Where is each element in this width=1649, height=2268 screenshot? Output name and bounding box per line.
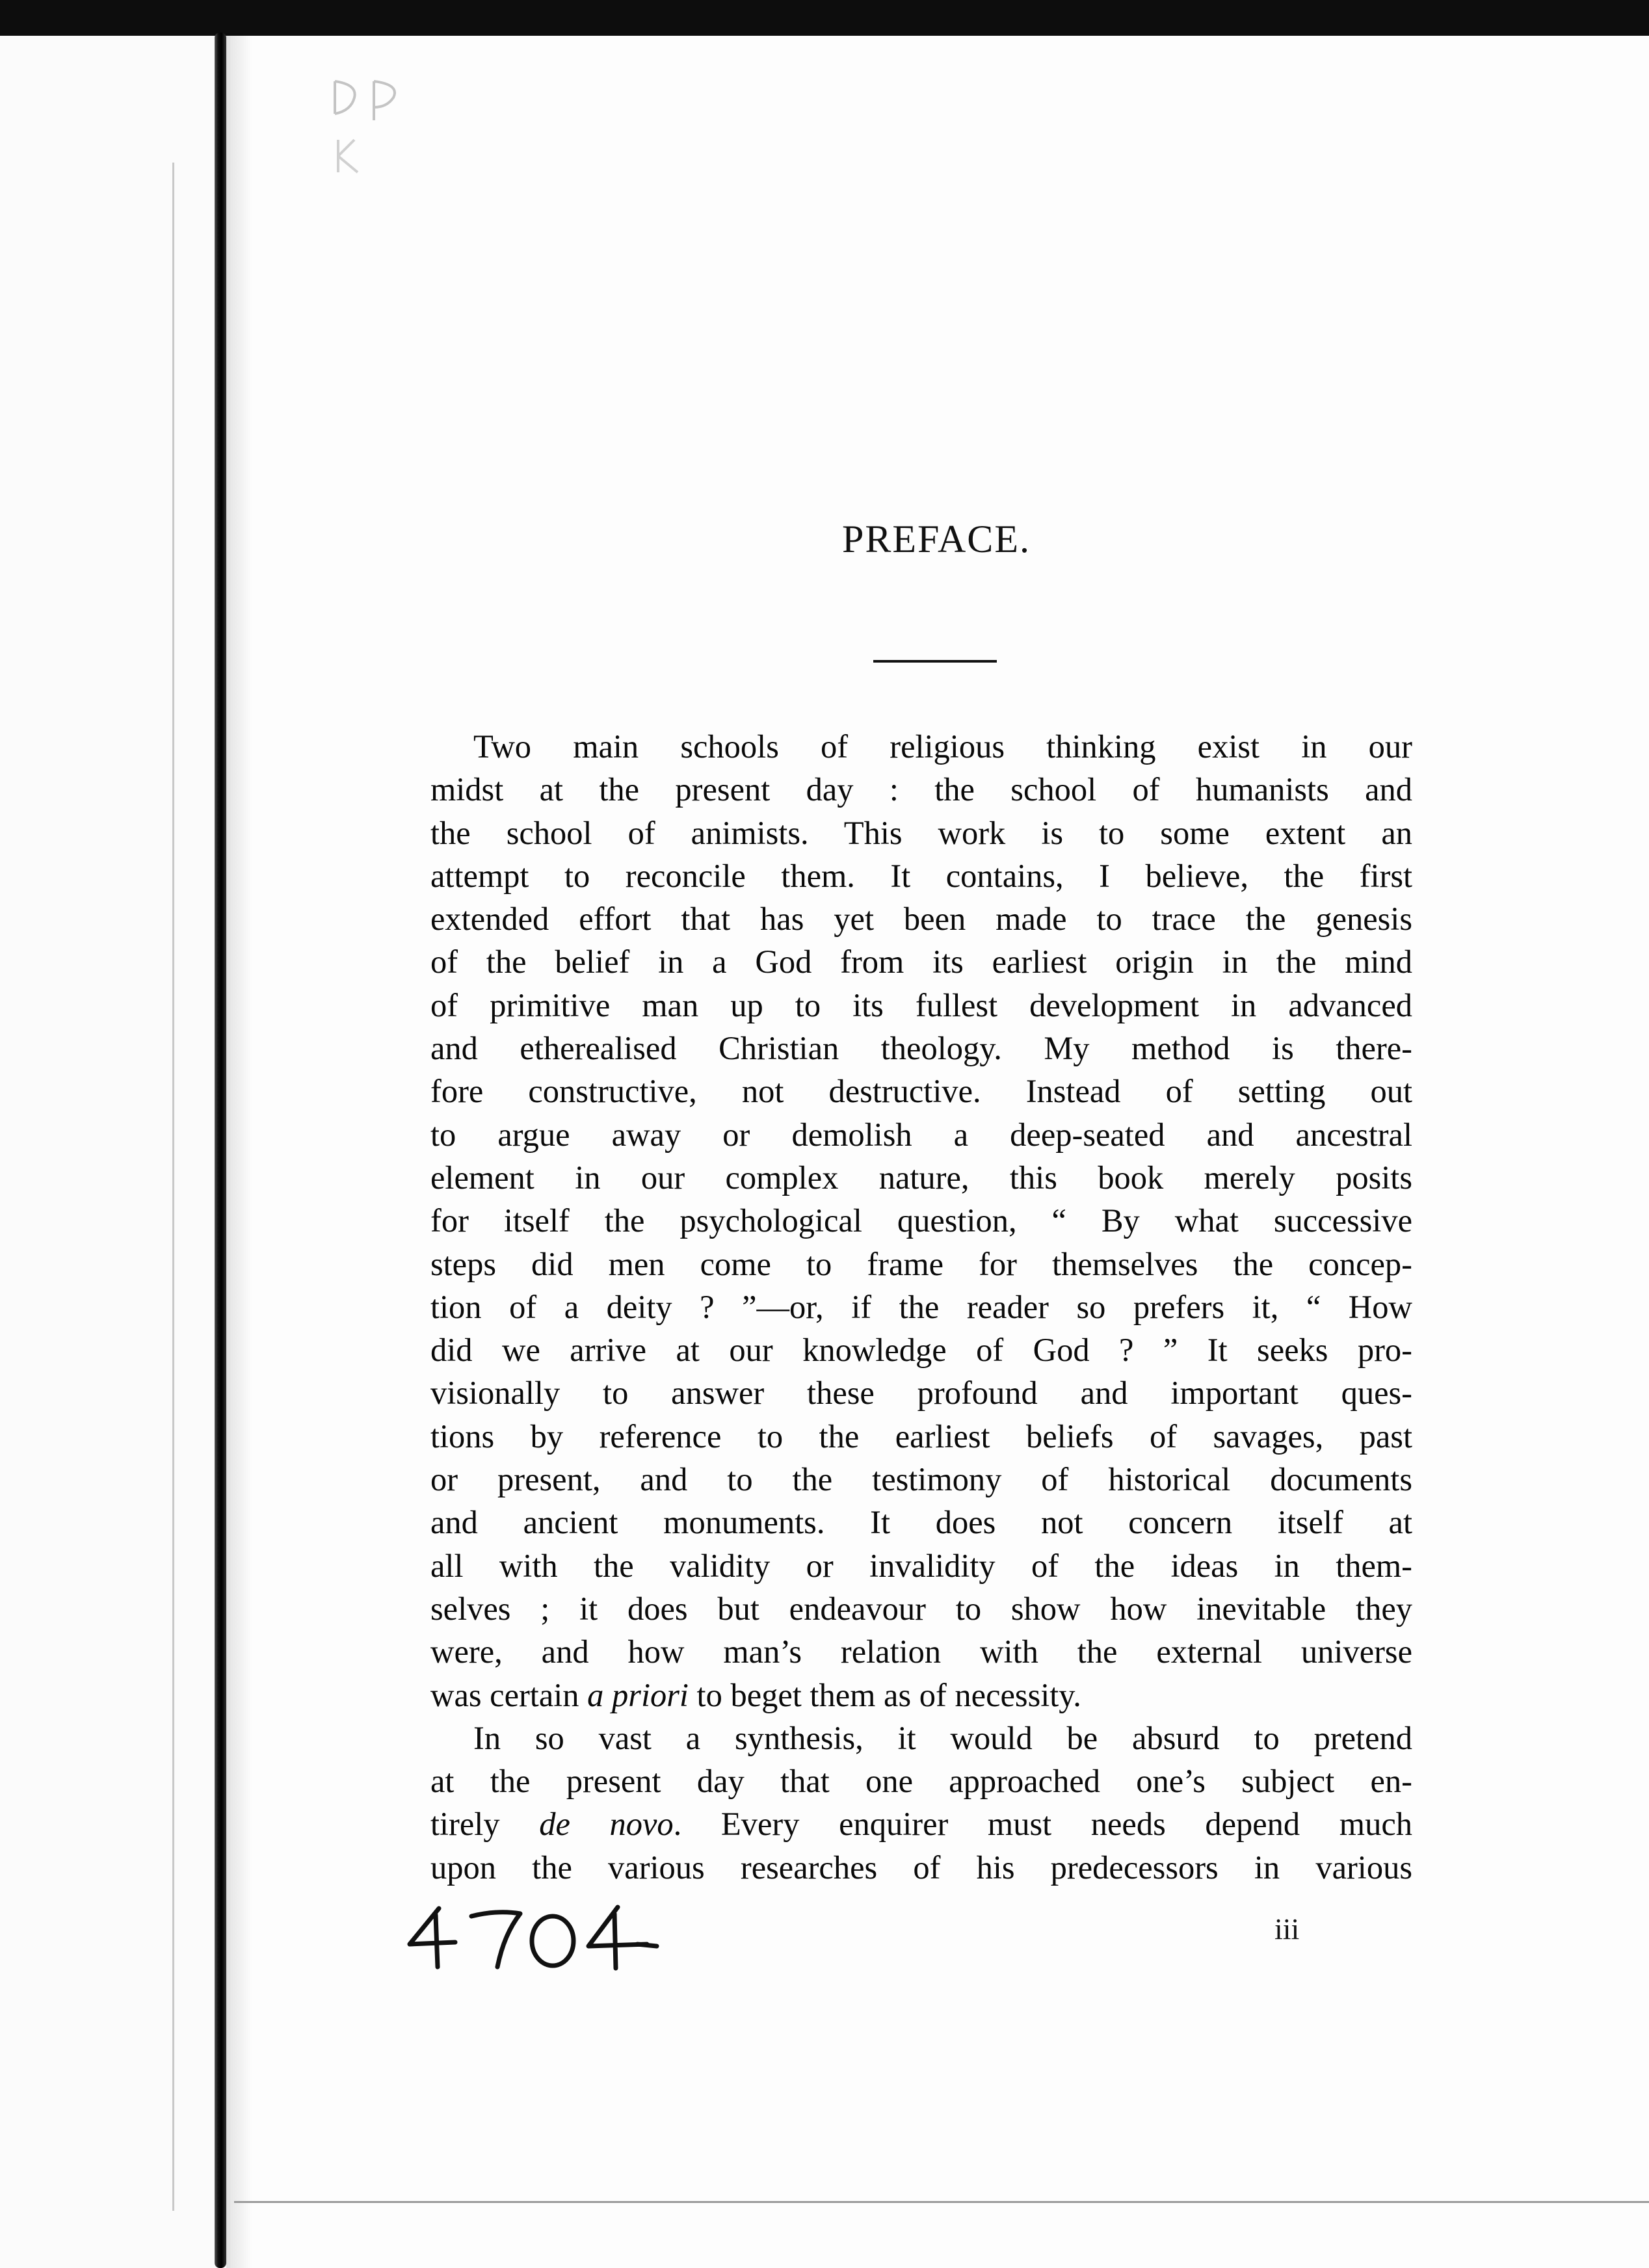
text-line: for itself the psychological question, “ By what successive <box>430 1202 1412 1239</box>
text-line: attempt to reconcile them. It contains, I believe, the first <box>430 857 1412 894</box>
text-line: the school of animists. This work is to some extent an <box>430 814 1412 851</box>
text-line: selves ; it does but endeavour to show how inevitable they <box>430 1590 1412 1627</box>
text-line: tion of a deity ? ”—or, if the reader so prefers it, “ How <box>430 1288 1412 1325</box>
page-bottom-edge <box>234 2201 1649 2203</box>
heading-rule <box>873 660 997 663</box>
italic-phrase: a priori <box>587 1676 689 1713</box>
text-line: all with the validity or invalidity of the ideas in them- <box>430 1547 1412 1584</box>
scanner-top-band <box>0 0 1649 36</box>
text-line: did we arrive at our knowledge of God ? ” It seeks pro- <box>430 1332 1412 1369</box>
text-line: upon the various researches of his predecessors in various <box>430 1849 1412 1886</box>
text-segment: to beget them as of necessity. <box>688 1676 1081 1713</box>
text-line: visionally to answer these profound and important ques- <box>430 1375 1412 1412</box>
text-line: of the belief in a God from its earliest origin in the mind <box>430 943 1412 981</box>
text-line: of primitive man up to its fullest development in advanced <box>430 986 1412 1023</box>
text-segment: was certain <box>430 1676 588 1713</box>
italic-phrase: de novo <box>539 1806 674 1843</box>
text-line: at the present day that one approached one’s subject en- <box>430 1763 1412 1800</box>
text-line: were, and how man’s relation with the external universe <box>430 1633 1412 1670</box>
pencil-mark <box>328 68 419 179</box>
preface-body <box>430 725 1412 1889</box>
binding-gutter <box>215 33 226 2268</box>
text-line <box>430 1802 1412 1845</box>
text-line: extended effort that has yet been made to trace the genesis <box>430 901 1412 938</box>
text-line <box>430 1674 1412 1717</box>
text-line: tions by reference to the earliest beliefs of savages, past <box>430 1418 1412 1455</box>
text-line: and etherealised Christian theology. My method is there- <box>430 1030 1412 1067</box>
text-segment: tirely <box>430 1806 540 1843</box>
text-line: element in our complex nature, this book merely posits <box>430 1159 1412 1196</box>
left-page-edge <box>172 163 174 2211</box>
text-line: fore constructive, not destructive. Instead of setting out <box>430 1073 1412 1110</box>
text-line: or present, and to the testimony of historical documents <box>430 1461 1412 1498</box>
handwritten-number <box>400 1895 660 1973</box>
text-segment: . Every enquirer must needs depend much <box>673 1806 1412 1843</box>
text-line: Two main schools of religious thinking exist in our <box>473 728 1412 765</box>
page-heading: PREFACE. <box>842 518 1031 560</box>
gutter-shadow <box>226 33 252 2268</box>
page-number: iii <box>1274 1912 1300 1945</box>
left-facing-page <box>0 36 231 2268</box>
text-line: midst at the present day : the school of humanists and <box>430 771 1412 808</box>
text-line: steps did men come to frame for themselves the concep- <box>430 1245 1412 1282</box>
text-line: and ancient monuments. It does not concern itself at <box>430 1504 1412 1541</box>
text-line: to argue away or demolish a deep-seated and ancestral <box>430 1116 1412 1153</box>
text-line: In so vast a synthesis, it would be absurd to pretend <box>473 1719 1412 1756</box>
